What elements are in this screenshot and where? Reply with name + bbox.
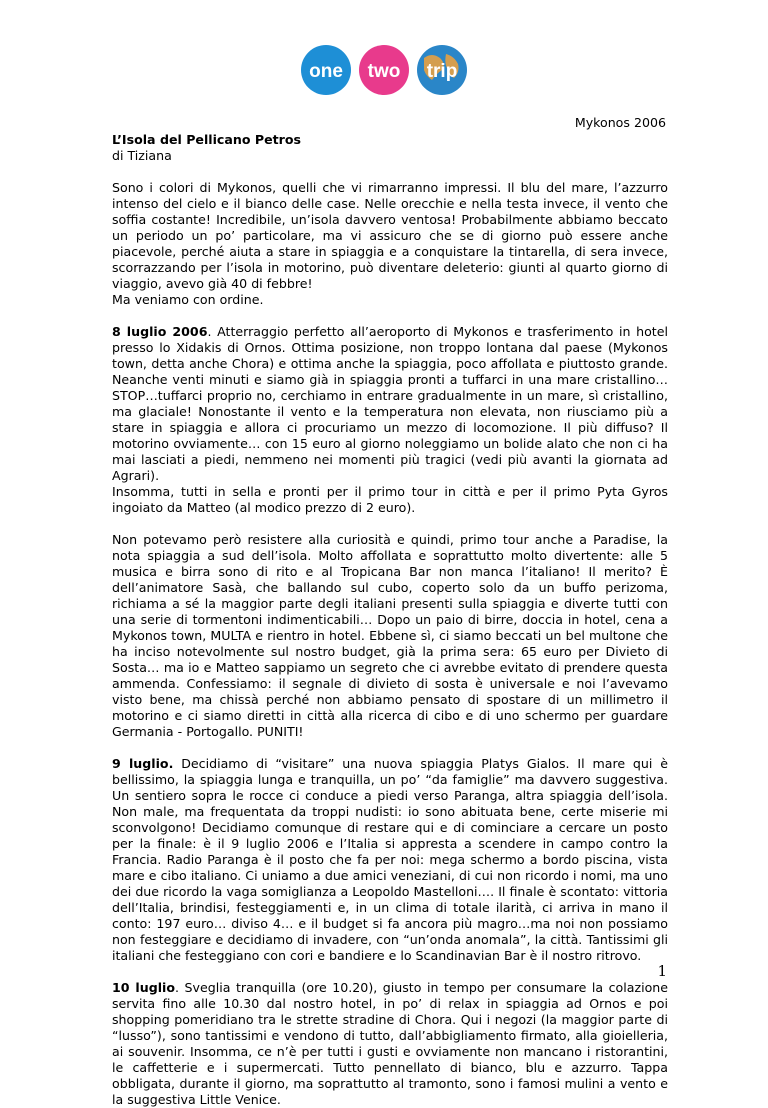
place-year: Mykonos 2006	[574, 115, 666, 130]
date-heading: 8 luglio 2006	[112, 324, 208, 339]
page-number: 1	[657, 962, 667, 980]
logo-word-two: two	[367, 61, 401, 82]
date-heading: 9 luglio.	[112, 756, 174, 771]
paragraph-9-luglio: 9 luglio. Decidiamo di “visitare” una nuova spiaggia Platys Gialos. Il mare qui è bellissimo, la spiaggia lunga e tranquilla, un po’ “da famiglie” ma davvero suggestiva. Un sentiero sopra le rocce ci conduce a piedi verso Paranga, altra spiaggia dell’isola. Non male, ma frequentata da troppi nudisti: io sono abituata bene, certe miserie mi sconvolgono! Decidiamo comunque di restare qui e di cominciare a cercare un posto per la finale: è il 9 luglio 2006 e l’Italia si appresta a scendere in campo contro la Francia. Radio Paranga è il posto che fa per noi: mega schermo a bordo piscina, vista mare e cibo italiano. Ci uniamo a due amici veneziani, di cui non ricordo i nomi, ma uno dei due ricordo la vaga somiglianza a Leopoldo Mastelloni…. Il finale è scontato: vittoria dell’Italia, brindisi, festeggiamenti e, in un clima di totale ilarità, ci arriva in mano il conto: 197 euro… diviso 4… e il budget si fa ancora più magro…ma noi non possiamo non festeggiare e decidiamo di invadere, con “un’onda anomala”, la città. Tantissimi gli italiani che festeggiano con cori e bandiere e lo Scandinavian Bar è il nostro ritrovo.	[112, 756, 668, 963]
onetwotrip-logo	[300, 44, 468, 96]
paragraph-intro: Sono i colori di Mykonos, quelli che vi rimarranno impressi. Il blu del mare, l’azzurro intenso del cielo e il bianco delle case. Nelle orecchie e nella testa invece, il vento che soffia costante! Incredibile, un’isola davvero ventosa! Probabilmente abbiamo beccato un periodo un po’ particolare, ma vi assicuro che se di giorno può essere anche piacevole, perché aiuta a stare in spiaggia e a conquistare la tintarella, di sera invece, scorrazzando per l’isola in motorino, può diventare deleterio: giunti al quarto giorno di viaggio, avevo già 40 di febbre! Ma veniamo con ordine.	[112, 180, 668, 307]
logo-word-trip: trip	[426, 61, 458, 82]
logo-word-one: one	[309, 61, 343, 82]
article-body	[112, 132, 668, 1108]
article-title: L’Isola del Pellicano Petros	[112, 132, 302, 147]
article-author: di Tiziana	[112, 148, 172, 163]
paragraph-10-luglio: 10 luglio. Sveglia tranquilla (ore 10.20), giusto in tempo per consumare la colazione servita fino alle 10.30 dal nostro hotel, in po’ di relax in spiaggia ad Ornos e poi shopping pomeridiano tra le strette stradine di Chora. Qui i negozi (la maggior parte di “lusso”), sono tantissimi e vendono di tutto, dall’abbigliamento firmato, alla gioielleria, ai souvenir. Insomma, ce n’è per tutti i gusti e ovviamente non mancano i ristorantini, le caffetterie e i supermercati. Tutto pennellato di bianco, blu e azzurro. Tappa obbligata, durante il giorno, ma soprattutto al tramonto, sono i famosi mulini a vento e la suggestiva Little Venice.	[112, 980, 668, 1107]
paragraph-paradise: Non potevamo però resistere alla curiosità e quindi, primo tour anche a Paradise, la nota spiaggia a sud dell’isola. Molto affollata e soprattutto molto divertente: alle 5 musica e birra sono di rito e al Tropicana Bar non manca l’italiano! Il merito? È dell’animatore Sasà, che ballando sul cubo, coperto solo da un buffo perizoma, richiama a sé la maggior parte degli italiani presenti sulla spiaggia e diverte tutti con una serie di tormentoni indimenticabili… Dopo un paio di birre, doccia in hotel, cena a Mykonos town, MULTA e rientro in hotel. Ebbene sì, ci siamo beccati un bel multone che ha inciso notevolmente sul nostro budget, già la prima sera: 65 euro per Divieto di Sosta… ma io e Matteo sappiamo un segreto che ci avrebbe evitato di prendere questa ammenda. Confessiamo: il segnale di divieto di sosta è universale e noi l’avevamo visto bene, ma chissà perché non abbiamo pensato di spostare di un millimetro il motorino e ci siamo diretti in città alla ricerca di cibo e di uno schermo per guardare Germania - Portogallo. PUNITI!	[112, 532, 668, 739]
date-heading: 10 luglio	[112, 980, 176, 995]
paragraph-8-luglio: 8 luglio 2006. Atterraggio perfetto all’aeroporto di Mykonos e trasferimento in hotel presso lo Xidakis di Ornos. Ottima posizione, non troppo lontana dal paese (Mykonos town, detta anche Chora) e ottima anche la spiaggia, poco affollata e piuttosto grande. Neanche venti minuti e siamo già in spiaggia pronti a tuffarci in una mare cristallino… STOP…tuffarci proprio no, cerchiamo in entrare gradualmente in un mare, sì cristallino, ma glaciale! Nonostante il vento e la temperatura non elevata, non riusciamo più a stare in spiaggia e allora ci procuriamo un mezzo di locomozione. Il più diffuso? Il motorino ovviamente… con 15 euro al giorno noleggiamo un bolide alato che non ci ha mai lasciati a piedi, nemmeno nei momenti più tragici (vedi più avanti la giornata ad Agrari). Insomma, tutti in sella e pronti per il primo tour in città e per il primo Pyta Gyros ingoiato da Matteo (al modico prezzo di 2 euro).	[112, 324, 668, 515]
